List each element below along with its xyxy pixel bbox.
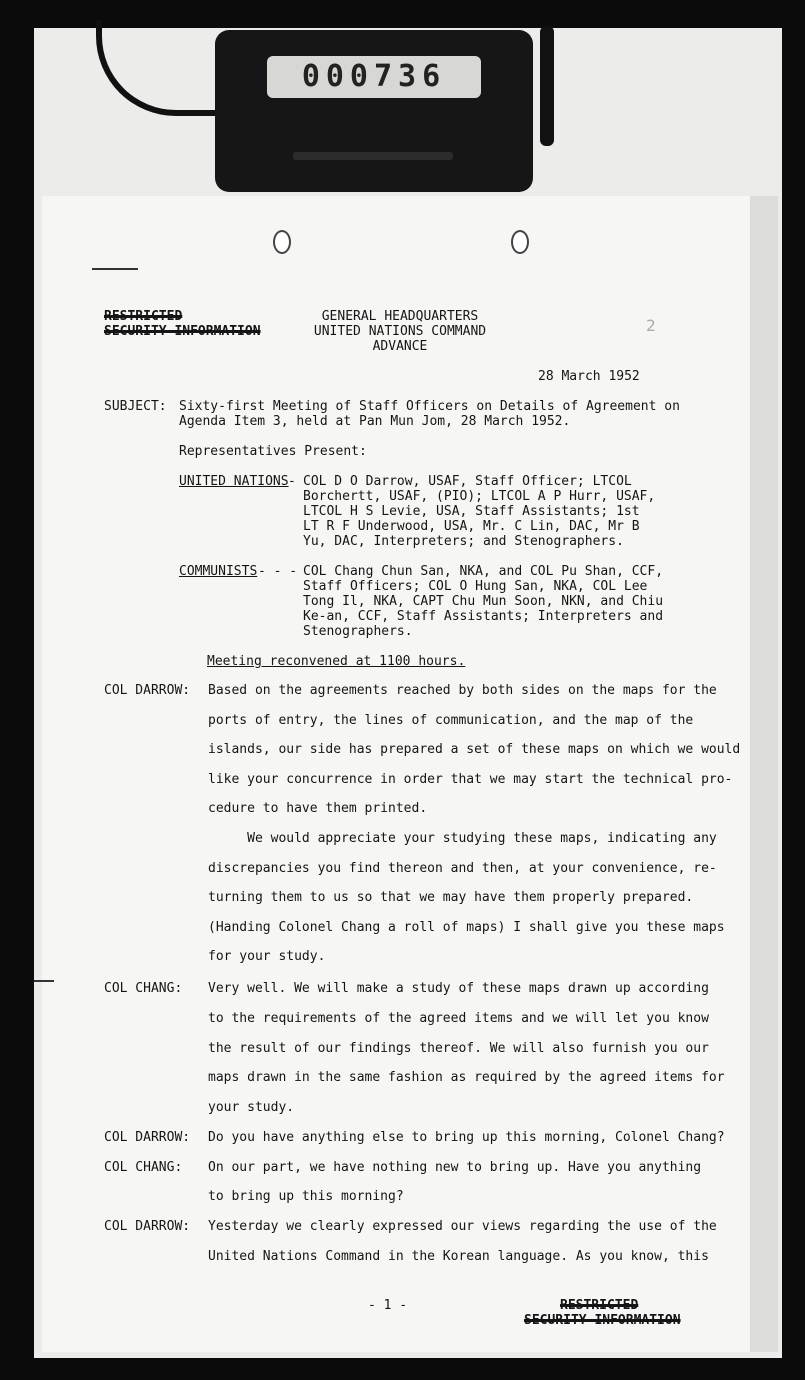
hq-line-1: GENERAL HEADQUARTERS xyxy=(321,309,479,324)
dialogue-line: maps drawn in the same fashion as required by the agreed items for xyxy=(208,1070,725,1085)
subject-line-1: Sixty-first Meeting of Staff Officers on Details of Agreement on xyxy=(179,399,680,414)
meeting-reconvened: Meeting reconvened at 1100 hours. xyxy=(207,654,466,669)
margin-mark xyxy=(34,980,54,982)
dialogue-line: to the requirements of the agreed items and we will let you know xyxy=(208,1011,709,1026)
dialogue-line: On our part, we have nothing new to bring up. Have you anything xyxy=(208,1160,702,1175)
dialogue-line: your study. xyxy=(208,1100,295,1115)
un-rep-line: Yu, DAC, Interpreters; and Stenographers. xyxy=(303,534,624,549)
dialogue-line: Very well. We will make a study of these maps drawn up according xyxy=(208,981,709,996)
dialogue-line: Do you have anything else to bring up this morning, Colonel Chang? xyxy=(208,1130,725,1145)
un-rep-line: LTCOL H S Levie, USA, Staff Assistants; 1st xyxy=(303,504,640,519)
com-rep-line: Stenographers. xyxy=(303,624,413,639)
margin-mark xyxy=(92,268,138,270)
dialogue-line: discrepancies you find thereon and then, at your convenience, re- xyxy=(208,861,717,876)
com-rep-line: Staff Officers; COL O Hung San, NKA, COL Lee xyxy=(303,579,648,594)
counter-digits: 000736 xyxy=(267,56,481,98)
representatives-heading: Representatives Present: xyxy=(179,444,367,459)
dialogue-line: (Handing Colonel Chang a roll of maps) I shall give you these maps xyxy=(208,920,725,935)
com-rep-line: Tong Il, NKA, CAPT Chu Mun Soon, NKN, and Chiu xyxy=(303,594,664,609)
dialogue-line: to bring up this morning? xyxy=(208,1189,404,1204)
dialogue-line: We would appreciate your studying these maps, indicating any xyxy=(208,831,717,846)
cable xyxy=(540,26,554,146)
document-date: 28 March 1952 xyxy=(538,369,640,384)
classification-bottom-2: SECURITY INFORMATION xyxy=(524,1313,681,1328)
un-label: UNITED NATIONS xyxy=(179,474,289,489)
dialogue-line: ports of entry, the lines of communication, and the map of the xyxy=(208,713,694,728)
dialogue-line: cedure to have them printed. xyxy=(208,801,428,816)
hq-line-3: ADVANCE xyxy=(372,339,428,354)
dialogue-line: Based on the agreements reached by both sides on the maps for the xyxy=(208,683,717,698)
speaker-label: COL DARROW: xyxy=(104,683,191,698)
subject-line-2: Agenda Item 3, held at Pan Mun Jom, 28 March 1952. xyxy=(179,414,571,429)
com-rep-line: Ke-an, CCF, Staff Assistants; Interpreters and xyxy=(303,609,664,624)
punch-hole xyxy=(511,230,529,254)
punch-hole xyxy=(273,230,291,254)
communists-separator: - - - xyxy=(258,564,298,579)
classification-top-2: SECURITY INFORMATION xyxy=(104,324,261,339)
dialogue-line: islands, our side has prepared a set of these maps on which we would xyxy=(208,742,741,757)
un-rep-line: LT R F Underwood, USA, Mr. C Lin, DAC, Mr B xyxy=(303,519,640,534)
dialogue-line: the result of our findings thereof. We will also furnish you our xyxy=(208,1041,709,1056)
un-rep-line: Borchertt, USAF, (PIO); LTCOL A P Hurr, USAF, xyxy=(303,489,656,504)
dialogue-line: turning them to us so that we may have them properly prepared. xyxy=(208,890,694,905)
un-separator: - xyxy=(288,474,296,489)
frame-counter xyxy=(215,30,533,192)
page-number: - 1 - xyxy=(368,1298,408,1313)
dialogue-line: for your study. xyxy=(208,949,326,964)
communists-label: COMMUNISTS xyxy=(179,564,258,579)
speaker-label: COL CHANG: xyxy=(104,1160,183,1175)
hq-line-2: UNITED NATIONS COMMAND xyxy=(313,324,487,339)
speaker-label: COL DARROW: xyxy=(104,1219,191,1234)
dialogue-line: Yesterday we clearly expressed our views regarding the use of the xyxy=(208,1219,717,1234)
un-rep-line: COL D O Darrow, USAF, Staff Officer; LTCOL xyxy=(303,474,632,489)
dialogue-line: United Nations Command in the Korean language. As you know, this xyxy=(208,1249,709,1264)
margin-number: 2 xyxy=(646,316,656,335)
dialogue-line: like your concurrence in order that we may start the technical pro- xyxy=(208,772,733,787)
speaker-label: COL DARROW: xyxy=(104,1130,191,1145)
page-edge xyxy=(750,196,778,1352)
classification-top-1: RESTRICTED xyxy=(104,309,183,324)
classification-bottom-1: RESTRICTED xyxy=(560,1298,639,1313)
speaker-label: COL CHANG: xyxy=(104,981,183,996)
com-rep-line: COL Chang Chun San, NKA, and COL Pu Shan, CCF, xyxy=(303,564,664,579)
subject-label: SUBJECT: xyxy=(104,399,167,414)
counter-slot xyxy=(293,152,453,160)
